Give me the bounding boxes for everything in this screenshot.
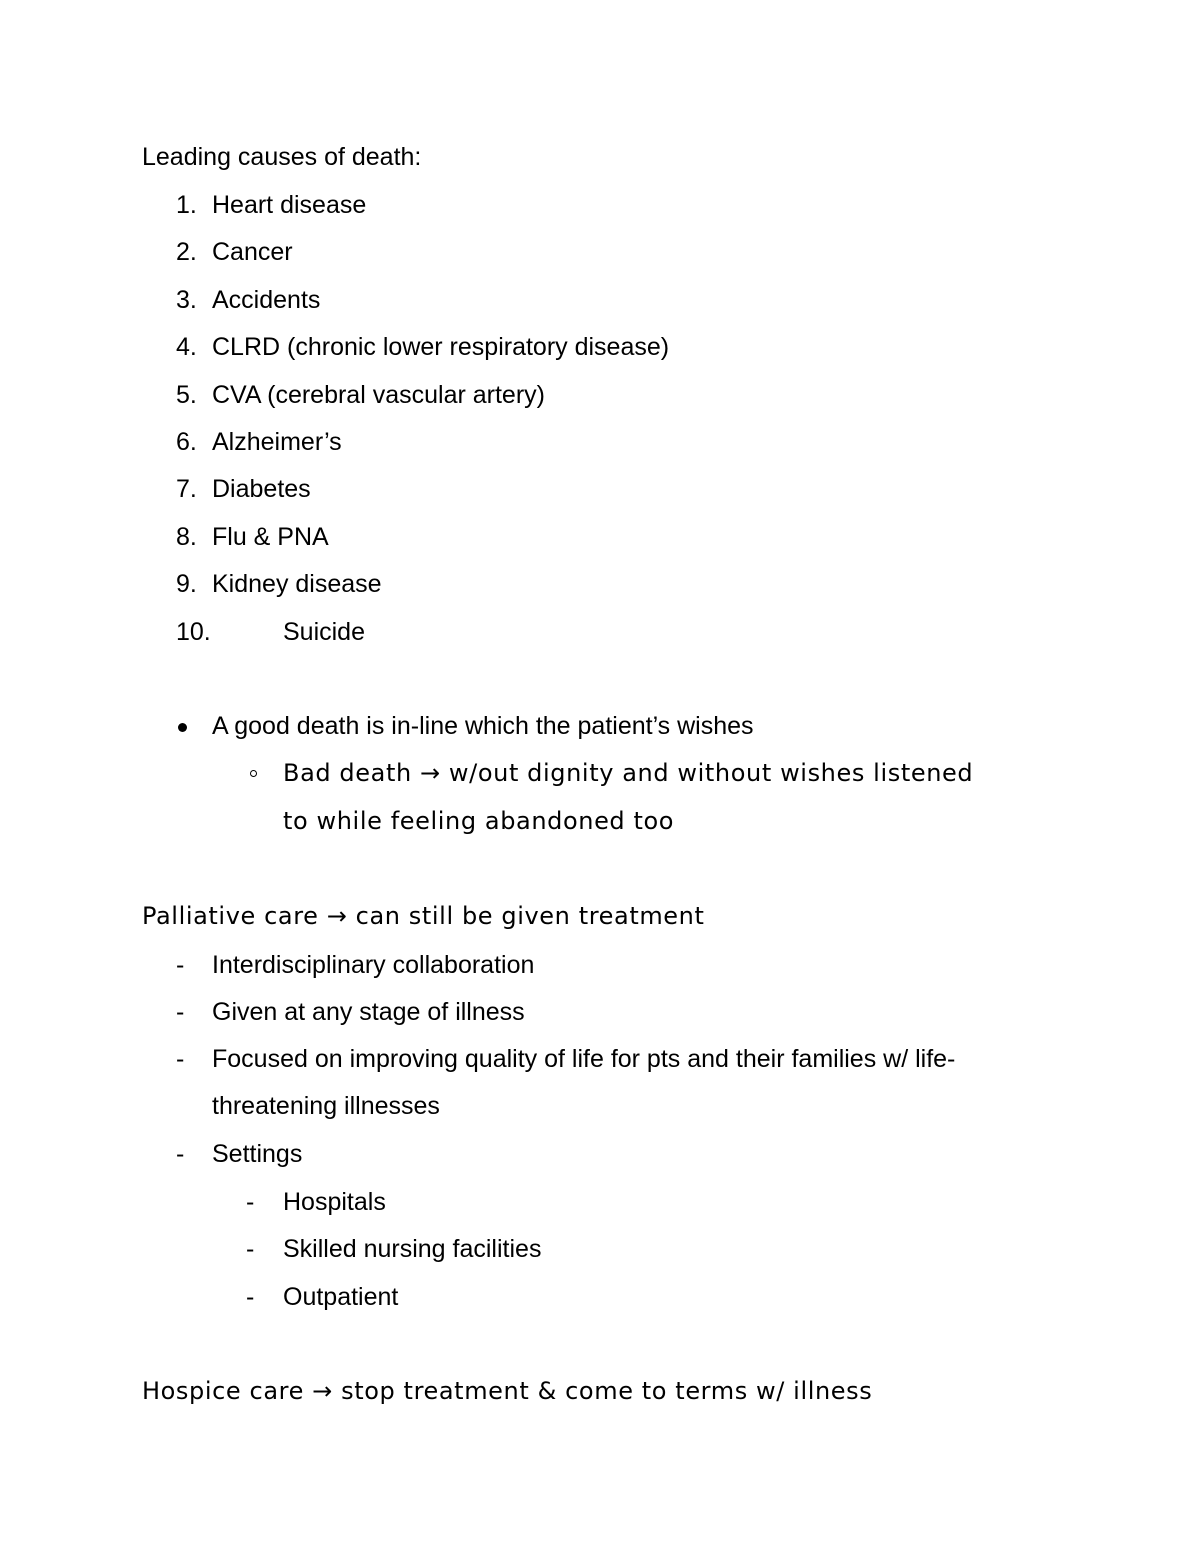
- hollow-bullet-icon: [250, 770, 257, 777]
- list-item-text: Accidents: [212, 286, 321, 314]
- list-item-text: Given at any stage of illness: [212, 998, 525, 1026]
- list-item-text: Outpatient: [283, 1283, 399, 1311]
- dash-marker: -: [246, 1283, 255, 1311]
- section-heading-palliative: Palliative care → can still be given treatment: [142, 902, 705, 930]
- list-number: 5.: [176, 381, 197, 409]
- list-item-text: Kidney disease: [212, 570, 382, 598]
- dash-marker: -: [246, 1188, 255, 1216]
- list-number: 9.: [176, 570, 197, 598]
- list-item-text: Flu & PNA: [212, 523, 329, 551]
- list-item-text: Cancer: [212, 238, 293, 266]
- list-number: 3.: [176, 286, 197, 314]
- list-item-text: Focused on improving quality of life for pts and their families w/ life-: [212, 1045, 956, 1073]
- dash-marker: -: [176, 998, 185, 1026]
- dash-marker: -: [176, 951, 185, 979]
- list-item-text: Diabetes: [212, 475, 311, 503]
- list-number: 10.: [176, 618, 211, 646]
- sub-bullet-text-line2: to while feeling abandoned too: [283, 807, 675, 835]
- list-number: 2.: [176, 238, 197, 266]
- bullet-text: A good death is in-line which the patient’s wishes: [212, 712, 754, 740]
- list-item-text: Interdisciplinary collaboration: [212, 951, 535, 979]
- list-item-text: Alzheimer’s: [212, 428, 342, 456]
- list-number: 8.: [176, 523, 197, 551]
- list-item-text: Suicide: [283, 618, 365, 646]
- section-heading-leading-causes: Leading causes of death:: [142, 143, 422, 171]
- sub-bullet-text-line1: Bad death → w/out dignity and without wishes listened: [283, 759, 974, 787]
- bullet-icon: [178, 723, 187, 732]
- list-item-text: Hospitals: [283, 1188, 386, 1216]
- list-number: 6.: [176, 428, 197, 456]
- list-item-text-continued: threatening illnesses: [212, 1092, 440, 1120]
- section-heading-hospice: Hospice care → stop treatment & come to terms w/ illness: [142, 1377, 873, 1405]
- list-item-text: Settings: [212, 1140, 303, 1168]
- dash-marker: -: [176, 1140, 185, 1168]
- list-item-text: Skilled nursing facilities: [283, 1235, 542, 1263]
- list-item-text: Heart disease: [212, 191, 367, 219]
- list-item-text: CLRD (chronic lower respiratory disease): [212, 333, 670, 361]
- list-item-text: CVA (cerebral vascular artery): [212, 381, 545, 409]
- dash-marker: -: [176, 1045, 185, 1073]
- list-number: 1.: [176, 191, 197, 219]
- list-number: 7.: [176, 475, 197, 503]
- dash-marker: -: [246, 1235, 255, 1263]
- list-number: 4.: [176, 333, 197, 361]
